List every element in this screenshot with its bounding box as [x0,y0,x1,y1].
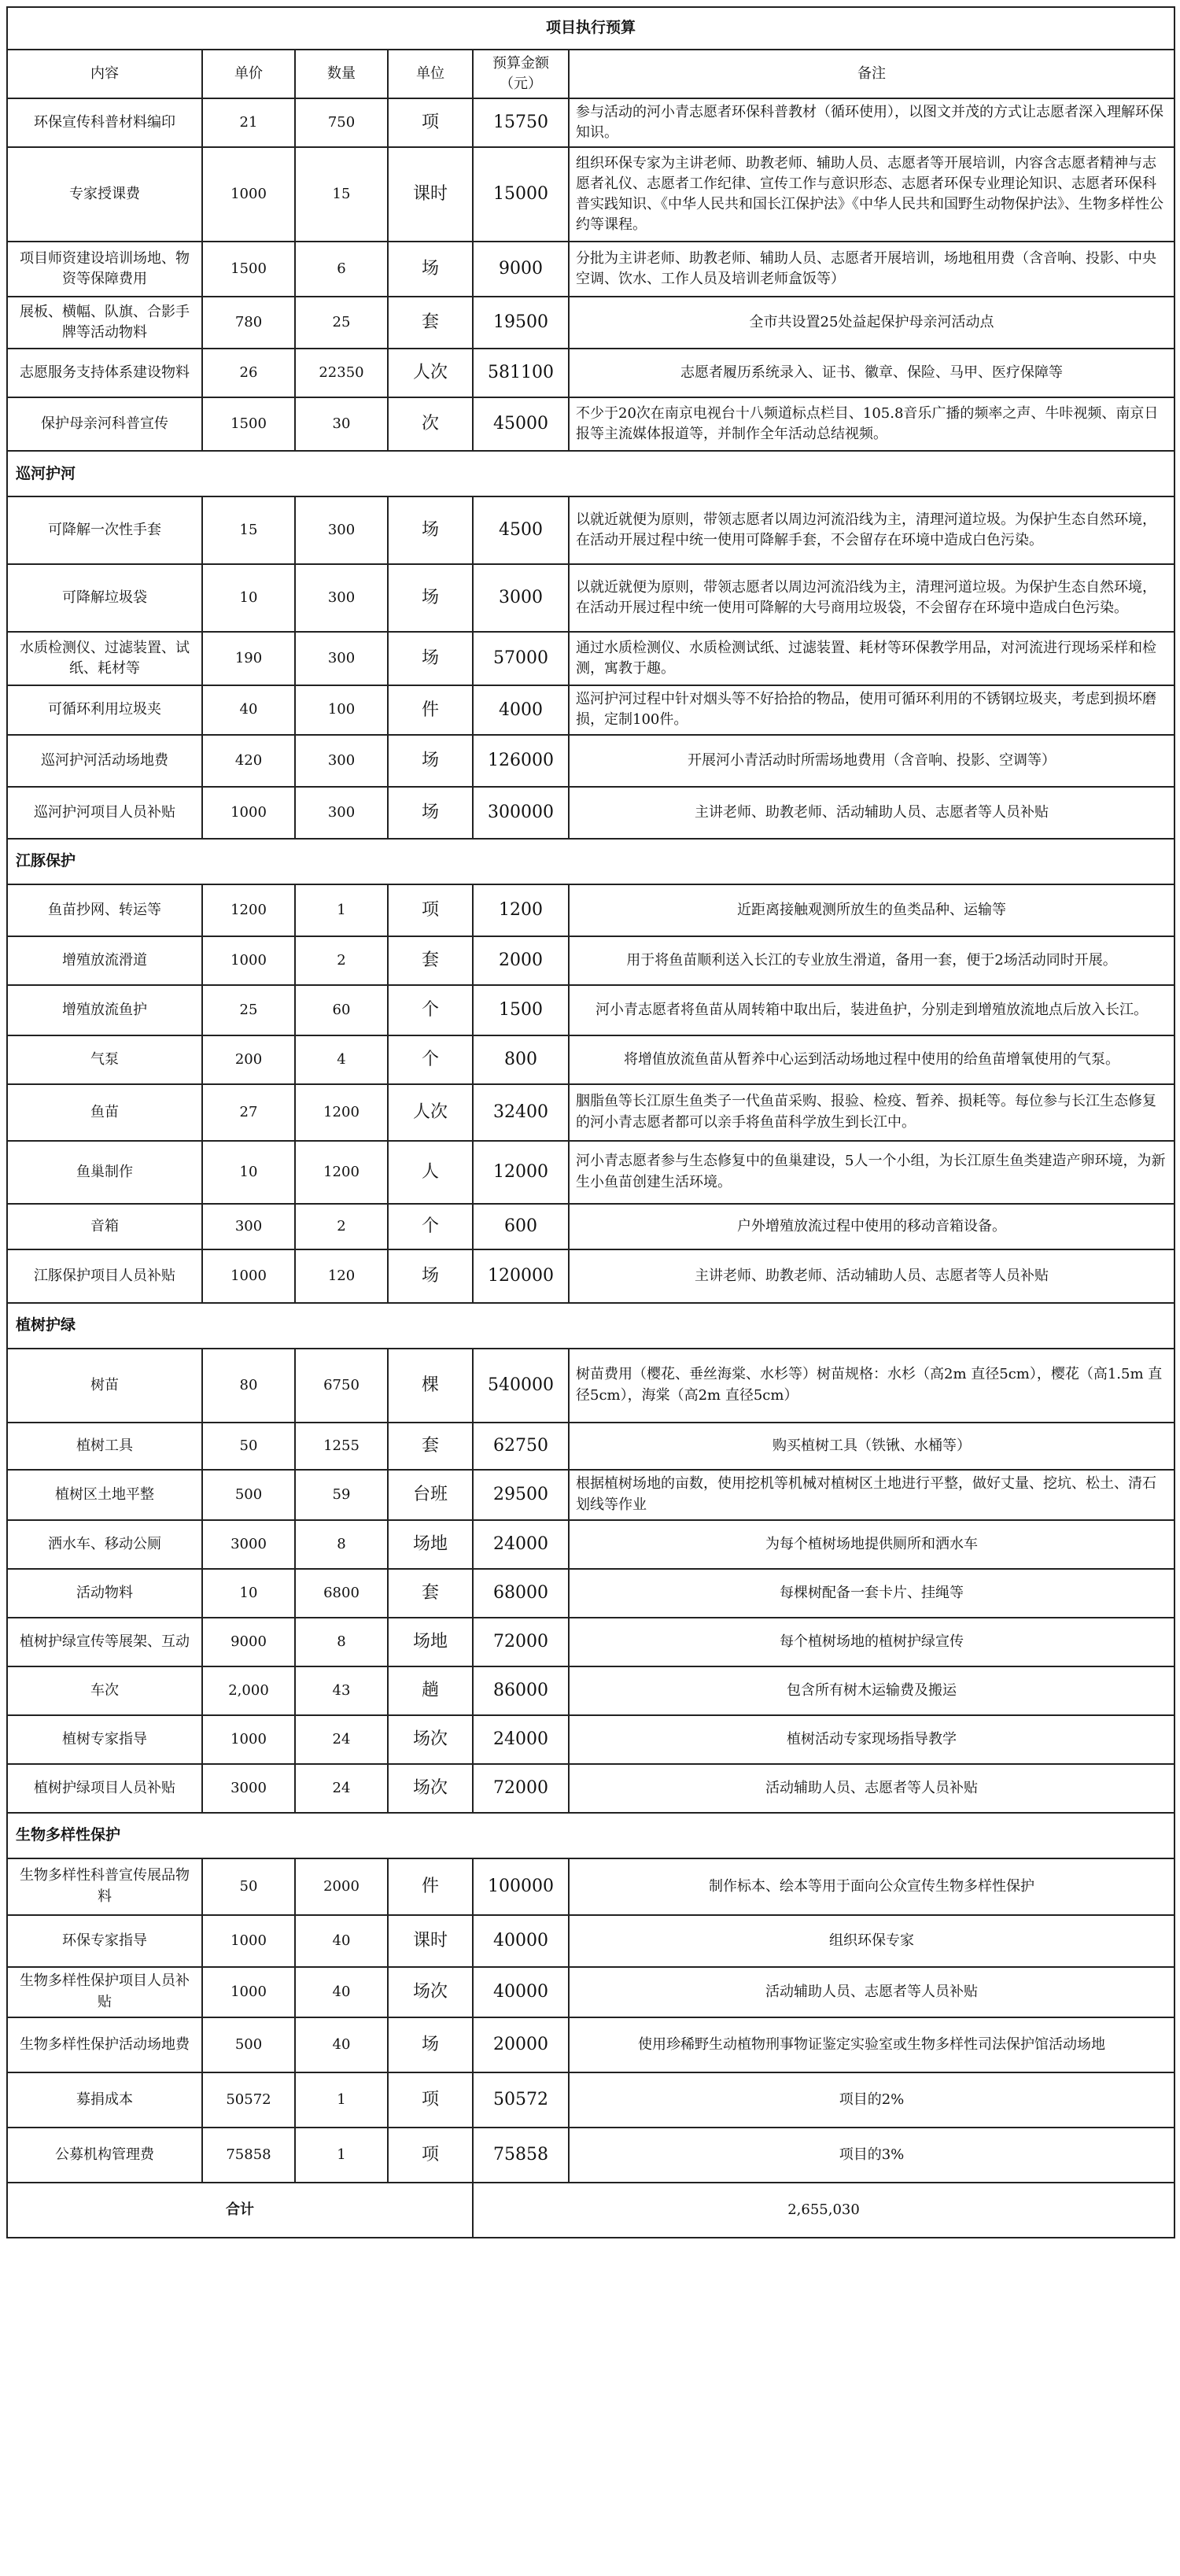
table-row [7,936,1174,985]
cell-note: 树苗费用（樱花、垂丝海棠、水杉等）树苗规格：水杉（高2m 直径5cm），樱花（高1.5m 直径5cm），海棠（高2m 直径5cm） [569,1349,1174,1423]
cell-unit-price: 500 [202,2017,295,2072]
cell-note: 主讲老师、助教老师、活动辅助人员、志愿者等人员补贴 [569,787,1174,839]
cell-note: 河小青志愿者参与生态修复中的鱼巢建设，5人一个小组，为长江原生鱼类建造产卵环境，为新生小鱼苗创建生活环境。 [569,1141,1174,1204]
section-title: 江豚保护 [7,839,1174,884]
cell-amount: 9000 [473,242,569,297]
cell-amount: 4500 [473,496,569,564]
cell-unit-price: 1500 [202,242,295,297]
cell-quantity: 1 [295,2128,388,2183]
table-title-row [7,7,1174,50]
cell-unit: 场 [388,735,473,787]
cell-unit-price: 50 [202,1858,295,1915]
cell-unit: 场 [388,564,473,632]
cell-unit: 套 [388,1423,473,1470]
cell-unit: 套 [388,297,473,349]
cell-unit: 人次 [388,1084,473,1141]
cell-unit-price: 500 [202,1470,295,1520]
cell-quantity: 1200 [295,1084,388,1141]
table-row [7,884,1174,936]
cell-amount: 581100 [473,349,569,397]
cell-item: 洒水车、移动公厕 [7,1520,202,1569]
cell-item: 鱼苗 [7,1084,202,1141]
cell-note: 以就近就便为原则，带领志愿者以周边河流沿线为主，清理河道垃圾。为保护生态自然环境，在活动开展过程中统一使用可降解手套，不会留存在环境中造成白色污染。 [569,496,1174,564]
cell-unit-price: 21 [202,98,295,147]
cell-unit-price: 1000 [202,1915,295,1967]
header-amount: 预算金额（元） [473,50,569,98]
cell-note: 包含所有树木运输费及搬运 [569,1666,1174,1715]
cell-amount: 3000 [473,564,569,632]
table-row [7,1035,1174,1084]
cell-item: 增殖放流鱼护 [7,985,202,1035]
cell-quantity: 40 [295,1967,388,2017]
cell-unit-price: 780 [202,297,295,349]
cell-note: 户外增殖放流过程中使用的移动音箱设备。 [569,1204,1174,1249]
cell-item: 项目师资建设培训场地、物资等保障费用 [7,242,202,297]
cell-amount: 40000 [473,1967,569,2017]
cell-unit: 场地 [388,1520,473,1569]
cell-item: 保护母亲河科普宣传 [7,397,202,451]
cell-item: 募捐成本 [7,2072,202,2128]
cell-item: 可降解一次性手套 [7,496,202,564]
cell-note: 每个植树场地的植树护绿宣传 [569,1618,1174,1666]
cell-note: 河小青志愿者将鱼苗从周转箱中取出后，装进鱼护，分别走到增殖放流地点后放入长江。 [569,985,1174,1035]
total-value: 2,655,030 [473,2183,1174,2238]
cell-amount: 126000 [473,735,569,787]
cell-note: 活动辅助人员、志愿者等人员补贴 [569,1764,1174,1813]
cell-quantity: 300 [295,496,388,564]
cell-note: 项目的3% [569,2128,1174,2183]
cell-amount: 15750 [473,98,569,147]
cell-quantity: 24 [295,1715,388,1764]
cell-item: 环保专家指导 [7,1915,202,1967]
cell-unit-price: 190 [202,632,295,685]
cell-note: 制作标本、绘本等用于面向公众宣传生物多样性保护 [569,1858,1174,1915]
cell-unit-price: 1000 [202,1967,295,2017]
cell-amount: 32400 [473,1084,569,1141]
cell-unit: 件 [388,1858,473,1915]
cell-quantity: 1200 [295,1141,388,1204]
cell-item: 车次 [7,1666,202,1715]
cell-item: 可降解垃圾袋 [7,564,202,632]
cell-quantity: 59 [295,1470,388,1520]
section-header-row [7,451,1174,496]
cell-amount: 24000 [473,1715,569,1764]
cell-unit: 课时 [388,1915,473,1967]
cell-quantity: 15 [295,147,388,242]
table-row [7,2072,1174,2128]
table-row [7,564,1174,632]
table-row [7,349,1174,397]
cell-amount: 4000 [473,685,569,734]
table-row [7,297,1174,349]
header-note: 备注 [569,50,1174,98]
cell-unit: 人次 [388,349,473,397]
cell-unit-price: 1000 [202,787,295,839]
table-row [7,985,1174,1035]
cell-note: 项目的2% [569,2072,1174,2128]
cell-amount: 19500 [473,297,569,349]
cell-quantity: 60 [295,985,388,1035]
cell-unit-price: 2,000 [202,1666,295,1715]
cell-amount: 100000 [473,1858,569,1915]
cell-unit-price: 50 [202,1423,295,1470]
cell-quantity: 300 [295,632,388,685]
table-row [7,1764,1174,1813]
cell-unit: 场地 [388,1618,473,1666]
cell-amount: 1500 [473,985,569,1035]
cell-note: 活动辅助人员、志愿者等人员补贴 [569,1967,1174,2017]
cell-item: 专家授课费 [7,147,202,242]
cell-item: 植树专家指导 [7,1715,202,1764]
cell-amount: 75858 [473,2128,569,2183]
table-row [7,242,1174,297]
cell-unit-price: 80 [202,1349,295,1423]
cell-note: 组织环保专家为主讲老师、助教老师、辅助人员、志愿者等开展培训，内容含志愿者精神与志愿者礼仪、志愿者工作纪律、宣传工作与意识形态、志愿者环保专业理论知识、志愿者环保科普实践知识、《中华人民共和国长江保护法》《中华人民共和国野生动物保护法》、生物多样性公约等课程。 [569,147,1174,242]
table-row [7,1249,1174,1303]
cell-unit: 课时 [388,147,473,242]
cell-amount: 45000 [473,397,569,451]
table-row [7,496,1174,564]
cell-unit-price: 9000 [202,1618,295,1666]
cell-quantity: 8 [295,1520,388,1569]
cell-quantity: 6800 [295,1569,388,1618]
cell-amount: 20000 [473,2017,569,2072]
cell-quantity: 43 [295,1666,388,1715]
cell-quantity: 22350 [295,349,388,397]
cell-note: 近距离接触观测所放生的鱼类品种、运输等 [569,884,1174,936]
cell-amount: 57000 [473,632,569,685]
cell-item: 植树护绿宣传等展架、互动 [7,1618,202,1666]
cell-unit: 棵 [388,1349,473,1423]
table-row [7,1858,1174,1915]
table-row [7,1666,1174,1715]
table-row [7,2017,1174,2072]
cell-item: 巡河护河活动场地费 [7,735,202,787]
cell-unit: 台班 [388,1470,473,1520]
cell-amount: 2000 [473,936,569,985]
cell-amount: 300000 [473,787,569,839]
cell-amount: 120000 [473,1249,569,1303]
cell-unit: 个 [388,985,473,1035]
cell-amount: 68000 [473,1569,569,1618]
table-row [7,1423,1174,1470]
cell-unit-price: 75858 [202,2128,295,2183]
cell-quantity: 2000 [295,1858,388,1915]
cell-quantity: 25 [295,297,388,349]
cell-amount: 62750 [473,1423,569,1470]
cell-amount: 800 [473,1035,569,1084]
cell-item: 植树区土地平整 [7,1470,202,1520]
cell-unit: 场次 [388,1715,473,1764]
header-unit-price: 单价 [202,50,295,98]
cell-unit-price: 25 [202,985,295,1035]
table-row [7,787,1174,839]
cell-amount: 600 [473,1204,569,1249]
cell-note: 使用珍稀野生动植物刑事物证鉴定实验室或生物多样性司法保护馆活动场地 [569,2017,1174,2072]
cell-unit-price: 10 [202,1569,295,1618]
cell-item: 生物多样性科普宣传展品物料 [7,1858,202,1915]
cell-note: 巡河护河过程中针对烟头等不好拾拾的物品，使用可循环利用的不锈钢垃圾夹，考虑到损坏磨损，定制100件。 [569,685,1174,734]
cell-quantity: 40 [295,2017,388,2072]
cell-item: 鱼巢制作 [7,1141,202,1204]
cell-quantity: 120 [295,1249,388,1303]
cell-note: 每棵树配备一套卡片、挂绳等 [569,1569,1174,1618]
cell-unit: 场 [388,242,473,297]
cell-note: 植树活动专家现场指导教学 [569,1715,1174,1764]
cell-unit-price: 15 [202,496,295,564]
cell-unit: 项 [388,2072,473,2128]
table-row [7,2128,1174,2183]
table-row [7,147,1174,242]
cell-unit: 场 [388,496,473,564]
cell-unit: 趟 [388,1666,473,1715]
cell-amount: 12000 [473,1141,569,1204]
cell-amount: 72000 [473,1764,569,1813]
cell-quantity: 8 [295,1618,388,1666]
cell-note: 不少于20次在南京电视台十八频道标点栏目、105.8音乐广播的频率之声、牛咔视频、南京日报等主流媒体报道等，并制作全年活动总结视频。 [569,397,1174,451]
table-row [7,397,1174,451]
cell-amount: 72000 [473,1618,569,1666]
cell-item: 公募机构管理费 [7,2128,202,2183]
cell-quantity: 24 [295,1764,388,1813]
cell-note: 全市共设置25处益起保护母亲河活动点 [569,297,1174,349]
cell-item: 可循环利用垃圾夹 [7,685,202,734]
section-title: 巡河护河 [7,451,1174,496]
table-row [7,1084,1174,1141]
cell-quantity: 2 [295,936,388,985]
cell-note: 购买植树工具（铁锹、水桶等） [569,1423,1174,1470]
cell-note: 分批为主讲老师、助教老师、辅助人员、志愿者开展培训，场地租用费（含音响、投影、中央空调、饮水、工作人员及培训老师盒饭等） [569,242,1174,297]
cell-unit-price: 26 [202,349,295,397]
cell-amount: 86000 [473,1666,569,1715]
cell-item: 鱼苗抄网、转运等 [7,884,202,936]
table-row [7,1967,1174,2017]
table-row [7,1470,1174,1520]
cell-note: 组织环保专家 [569,1915,1174,1967]
table-row [7,1204,1174,1249]
table-row [7,1349,1174,1423]
cell-unit-price: 27 [202,1084,295,1141]
cell-amount: 15000 [473,147,569,242]
cell-unit-price: 1000 [202,147,295,242]
cell-amount: 40000 [473,1915,569,1967]
table-title: 项目执行预算 [7,7,1174,50]
cell-quantity: 2 [295,1204,388,1249]
cell-note: 胭脂鱼等长江原生鱼类子一代鱼苗采购、报验、检疫、暂养、损耗等。每位参与长江生态修复的河小青志愿者都可以亲手将鱼苗科学放生到长江中。 [569,1084,1174,1141]
table-row [7,1618,1174,1666]
cell-unit-price: 3000 [202,1764,295,1813]
table-row [7,735,1174,787]
cell-unit: 项 [388,98,473,147]
table-row [7,1520,1174,1569]
cell-quantity: 1 [295,2072,388,2128]
section-header-row [7,1813,1174,1858]
cell-unit: 套 [388,1569,473,1618]
cell-amount: 1200 [473,884,569,936]
cell-unit: 场次 [388,1967,473,2017]
cell-item: 气泵 [7,1035,202,1084]
cell-unit-price: 10 [202,1141,295,1204]
cell-item: 树苗 [7,1349,202,1423]
cell-amount: 540000 [473,1349,569,1423]
cell-note: 主讲老师、助教老师、活动辅助人员、志愿者等人员补贴 [569,1249,1174,1303]
cell-note: 为每个植树场地提供厕所和洒水车 [569,1520,1174,1569]
cell-note: 用于将鱼苗顺利送入长江的专业放生滑道，备用一套，便于2场活动同时开展。 [569,936,1174,985]
cell-unit: 项 [388,2128,473,2183]
cell-unit: 个 [388,1035,473,1084]
cell-unit-price: 3000 [202,1520,295,1569]
cell-item: 水质检测仪、过滤装置、试纸、耗材等 [7,632,202,685]
cell-quantity: 100 [295,685,388,734]
cell-note: 通过水质检测仪、水质检测试纸、过滤装置、耗材等环保教学用品，对河流进行现场采样和检测，寓教于趣。 [569,632,1174,685]
table-row [7,685,1174,734]
cell-unit: 场 [388,632,473,685]
total-label: 合计 [7,2183,473,2238]
cell-note: 以就近就便为原则，带领志愿者以周边河流沿线为主，清理河道垃圾。为保护生态自然环境，在活动开展过程中统一使用可降解的大号商用垃圾袋，不会留存在环境中造成白色污染。 [569,564,1174,632]
cell-unit-price: 10 [202,564,295,632]
cell-unit-price: 300 [202,1204,295,1249]
cell-unit: 场次 [388,1764,473,1813]
cell-item: 增殖放流滑道 [7,936,202,985]
table-row [7,1141,1174,1204]
section-title: 植树护绿 [7,1303,1174,1349]
cell-unit-price: 40 [202,685,295,734]
cell-item: 活动物料 [7,1569,202,1618]
cell-unit: 次 [388,397,473,451]
cell-unit: 套 [388,936,473,985]
cell-item: 音箱 [7,1204,202,1249]
section-header-row [7,839,1174,884]
table-row [7,1569,1174,1618]
cell-amount: 29500 [473,1470,569,1520]
cell-item: 志愿服务支持体系建设物料 [7,349,202,397]
table-row [7,98,1174,147]
cell-quantity: 6750 [295,1349,388,1423]
cell-quantity: 300 [295,564,388,632]
cell-item: 生物多样性保护活动场地费 [7,2017,202,2072]
header-item: 内容 [7,50,202,98]
cell-unit: 场 [388,2017,473,2072]
cell-unit: 个 [388,1204,473,1249]
cell-quantity: 1 [295,884,388,936]
cell-quantity: 300 [295,735,388,787]
cell-note: 将增值放流鱼苗从暂养中心运到活动场地过程中使用的给鱼苗增氧使用的气泵。 [569,1035,1174,1084]
cell-unit-price: 420 [202,735,295,787]
cell-unit-price: 1000 [202,1249,295,1303]
cell-quantity: 30 [295,397,388,451]
header-quantity: 数量 [295,50,388,98]
header-unit: 单位 [388,50,473,98]
cell-unit-price: 1500 [202,397,295,451]
cell-unit-price: 1200 [202,884,295,936]
cell-note: 开展河小青活动时所需场地费用（含音响、投影、空调等） [569,735,1174,787]
cell-unit: 项 [388,884,473,936]
section-header-row [7,1303,1174,1349]
cell-note: 根据植树场地的亩数，使用挖机等机械对植树区土地进行平整，做好丈量、挖坑、松土、清石划线等作业 [569,1470,1174,1520]
cell-item: 江豚保护项目人员补贴 [7,1249,202,1303]
budget-table [6,6,1175,2238]
cell-quantity: 750 [295,98,388,147]
cell-unit: 场 [388,787,473,839]
header-row [7,50,1174,98]
cell-unit: 件 [388,685,473,734]
cell-amount: 50572 [473,2072,569,2128]
section-title: 生物多样性保护 [7,1813,1174,1858]
table-row [7,1915,1174,1967]
cell-item: 生物多样性保护项目人员补贴 [7,1967,202,2017]
cell-item: 展板、横幅、队旗、合影手牌等活动物料 [7,297,202,349]
cell-unit-price: 1000 [202,936,295,985]
cell-amount: 24000 [473,1520,569,1569]
cell-item: 植树护绿项目人员补贴 [7,1764,202,1813]
cell-quantity: 1255 [295,1423,388,1470]
cell-unit-price: 50572 [202,2072,295,2128]
cell-unit: 人 [388,1141,473,1204]
cell-item: 环保宣传科普材料编印 [7,98,202,147]
cell-quantity: 40 [295,1915,388,1967]
cell-unit-price: 1000 [202,1715,295,1764]
cell-item: 巡河护河项目人员补贴 [7,787,202,839]
cell-unit-price: 200 [202,1035,295,1084]
total-row [7,2183,1174,2238]
table-row [7,632,1174,685]
cell-item: 植树工具 [7,1423,202,1470]
cell-note: 参与活动的河小青志愿者环保科普教材（循环使用），以图文并茂的方式让志愿者深入理解环保知识。 [569,98,1174,147]
cell-unit: 场 [388,1249,473,1303]
cell-quantity: 300 [295,787,388,839]
cell-quantity: 4 [295,1035,388,1084]
cell-note: 志愿者履历系统录入、证书、徽章、保险、马甲、医疗保障等 [569,349,1174,397]
table-row [7,1715,1174,1764]
cell-quantity: 6 [295,242,388,297]
